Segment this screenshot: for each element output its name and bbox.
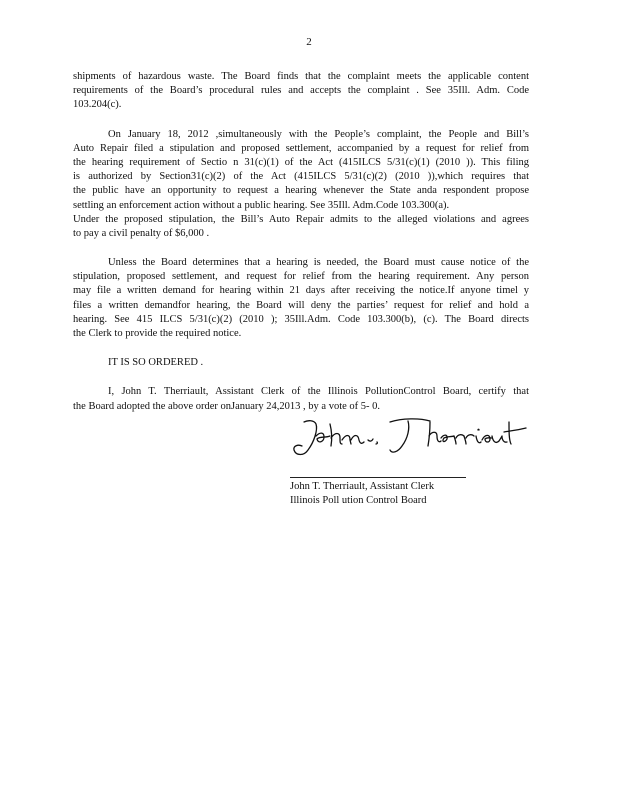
paragraph-line: may file a written demand for hearing within 21 days after receiving the notice.If anyone timel y (73, 285, 529, 297)
paragraph-line: Unless the Board determines that a hearing is needed, the Board must cause notice of the (108, 257, 529, 269)
paragraph-line: Under the proposed stipulation, the Bill’s Auto Repair admits to the alleged violations and agrees (73, 213, 529, 225)
paragraph-line: to pay a civil penalty of $6,000 . (73, 227, 210, 239)
paragraph-line: On January 18, 2012 ,simultaneously with the People’s complaint, the People and Bill’s (108, 128, 529, 140)
paragraph-line: shipments of hazardous waste. The Board finds that the complaint meets the applicable content (73, 71, 529, 82)
paragraph-line: files a written demandfor hearing, the Board will deny the parties’ request for relief and hold a (73, 299, 529, 311)
paragraph-stipulation (73, 128, 529, 242)
document-body (73, 70, 529, 414)
paragraph-line: the hearing requirement of Sectio n 31(c)(1) of the Act (415ILCS 5/31(c)(1) (2010 )). This filing (73, 156, 529, 168)
signatory-details (290, 480, 510, 508)
paragraph-hearing-notice (73, 256, 529, 341)
page-number: 2 (306, 36, 312, 48)
paragraph-so-ordered (73, 356, 529, 370)
paragraph-line: the public have an opportunity to request a hearing whenever the State anda respondent propose (73, 185, 529, 197)
paragraph-line: stipulation, proposed settlement, and request for relief from the hearing requirement. Any person (73, 271, 529, 283)
paragraph-certification (73, 385, 529, 413)
signatory-organization: Illinois Poll ution Control Board (290, 495, 427, 507)
paragraph-line: the Board adopted the above order onJanuary 24,2013 , by a vote of 5- 0. (73, 400, 381, 412)
paragraph-line: 103.204(c). (73, 99, 122, 111)
paragraph-line: IT IS SO ORDERED . (108, 357, 204, 369)
paragraph-line: is authorized by Section31(c)(2) of the Act (415ILCS 5/31(c)(2) (2010 )),which requires that (73, 171, 529, 183)
paragraph-line: I, John T. Therriault, Assistant Clerk of the Illinois PollutionControl Board, certify that (108, 386, 529, 398)
paragraph-line: the Clerk to provide the required notice. (73, 328, 242, 339)
paragraph-line: hearing. See 415 ILCS 5/31(c)(2) (2010 ); 35Ill.Adm. Code 103.300(b), (c). The Board directs (73, 313, 529, 325)
signature-block (290, 414, 530, 460)
signatory-name-title: John T. Therriault, Assistant Clerk (290, 481, 435, 492)
paragraph-line: Auto Repair filed a stipulation and proposed settlement, accompanied by a request for relief from (73, 142, 529, 154)
paragraph-line: requirements of the Board’s procedural rules and accepts the complaint . See 35Ill. Adm. Code (73, 85, 529, 97)
handwritten-signature (290, 414, 530, 460)
paragraph-complaint-acceptance (73, 70, 529, 113)
signature-line (290, 477, 466, 478)
paragraph-line: settling an enforcement action without a public hearing. See 35Ill. Adm.Code 103.300(a). (73, 199, 450, 211)
